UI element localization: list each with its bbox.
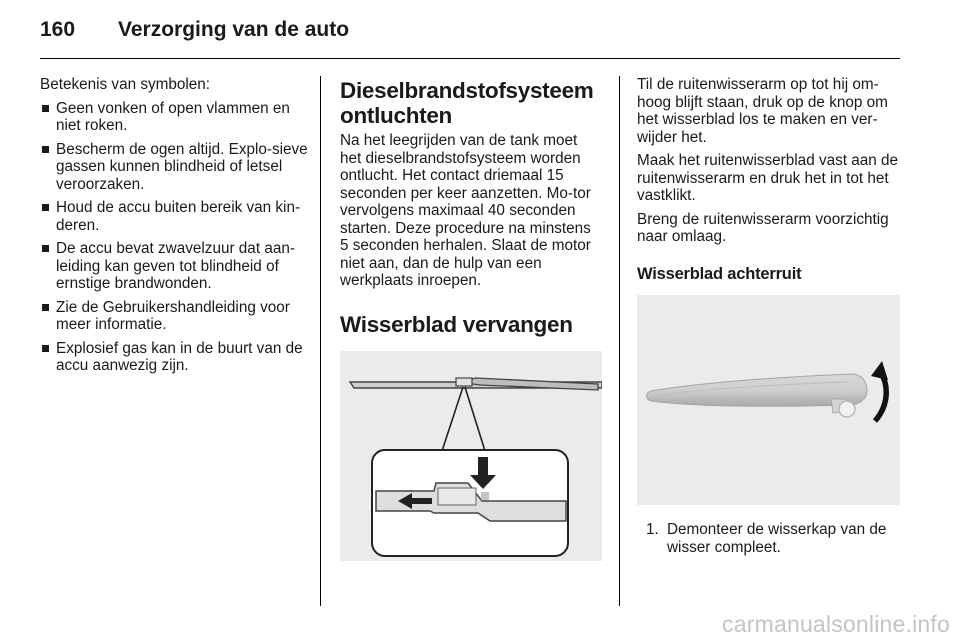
column-divider: [619, 76, 620, 606]
symbol-list: [40, 100, 308, 375]
wiper-blade-drawing: [340, 351, 602, 561]
column-left: [40, 76, 308, 381]
list-item: Geen vonken of open vlammen en niet roken.: [40, 100, 308, 135]
symbols-intro: Betekenis van symbolen:: [40, 76, 211, 93]
list-item: Explosief gas kan in de buurt van de accu aanwezig zijn.: [40, 340, 308, 375]
header-title: Verzorging van de auto: [118, 18, 350, 41]
list-item: Bescherm de ogen altijd. Explo-sieve gassen kunnen blindheid of letsel veroorzaken.: [40, 141, 308, 194]
wiper-step-text-2: Maak het ruitenwisserblad vast aan de ruitenwisserarm en druk het in tot het vastklikt.: [637, 152, 899, 204]
rear-wiper-steps: [637, 521, 905, 556]
wiper-step-text-1: Til de ruitenwisserarm op tot hij om-hoog blijft staan, druk op de knop om het wisserblad los te maken en ver-wijder het.: [637, 76, 888, 146]
list-item: Zie de Gebruikershandleiding voor meer informatie.: [40, 299, 308, 334]
wiper-step-text-3: Breng de ruitenwisserarm voorzichtig naar omlaag.: [637, 210, 889, 245]
list-item: Houd de accu buiten bereik van kin-deren.: [40, 199, 308, 234]
diesel-body: Na het leegrijden van de tank moet het dieselbrandstofsysteem worden ontlucht. Het contact driemaal 15 seconden per keer aanzetten. Mo-tor vervolgens maximaal 40 seconden starten. Deze procedure na minstens 5 seconden herhalen. Slaat de motor niet aan, dan de hulp van een werkplaats inroepen.: [340, 132, 591, 289]
page-number: 160: [40, 18, 76, 41]
column-middle: [340, 76, 602, 561]
rear-wiper-drawing: [637, 295, 900, 505]
header-rule: [40, 58, 900, 59]
list-item: 1. Demonteer de wisserkap van de wisser compleet.: [663, 521, 905, 556]
watermark: carmanualsonline.info: [722, 611, 950, 637]
rear-wiper-illustration: [637, 295, 900, 505]
list-item: De accu bevat zwavelzuur dat aan-leiding kan geven tot blindheid of ernstige brandwonden.: [40, 240, 308, 293]
page-header: [40, 14, 900, 58]
column-divider: [320, 76, 321, 606]
column-right: [637, 76, 905, 556]
section-heading-diesel: Dieselbrandstofsysteem ontluchten: [340, 78, 594, 128]
subheading-rear-wiper: Wisserblad achterruit: [637, 264, 802, 283]
section-heading-wiper: Wisserblad vervangen: [340, 311, 573, 337]
wiper-blade-illustration: [340, 351, 602, 561]
